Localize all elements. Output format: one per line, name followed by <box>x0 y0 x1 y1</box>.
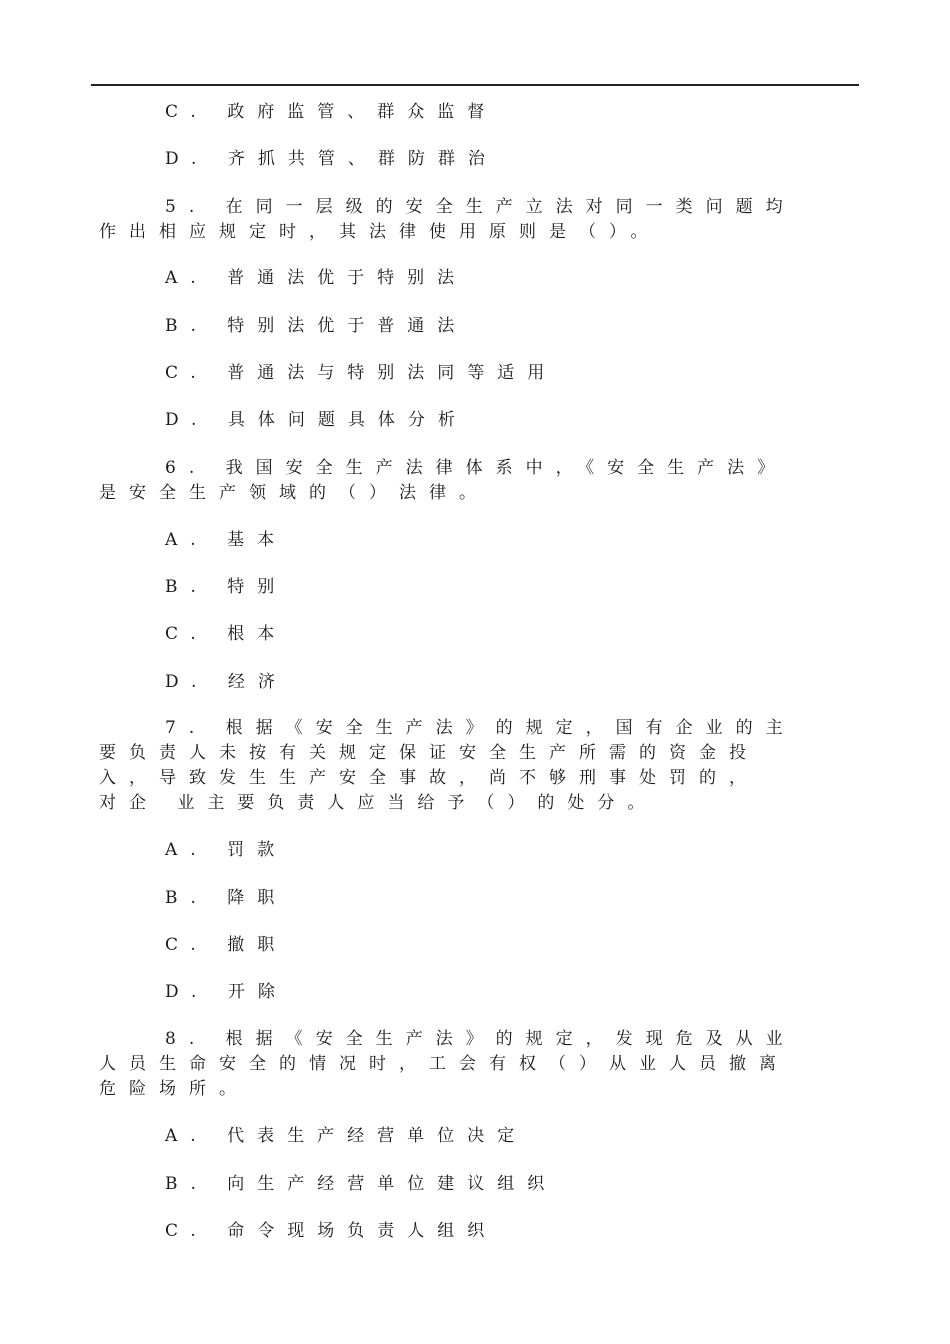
question-7-line-1: 7. 根据《安全生产法》的规定，国有企业的主 <box>165 718 796 738</box>
option-d: D. 齐抓共管、群防群治 <box>165 149 498 169</box>
question-8-line-2: 人员生命安全的情况时，工会有权（）从业人员撤离 <box>99 1054 789 1074</box>
question-5-option-c: C. 普通法与特别法同等适用 <box>165 363 558 383</box>
question-7-option-a: A. 罚款 <box>165 840 288 860</box>
question-6-line-1: 6. 我国安全生产法律体系中，《安全生产法》 <box>165 458 788 478</box>
question-7-option-c: C. 撤职 <box>165 935 288 955</box>
question-8-option-b: B. 向生产经营单位建议组织 <box>165 1174 558 1194</box>
question-6-option-b: B. 特别 <box>165 577 288 597</box>
question-8-line-3: 危险场所。 <box>99 1079 249 1099</box>
question-6-option-a: A. 基本 <box>165 530 288 550</box>
question-6-line-2: 是安全生产领域的（）法律。 <box>99 483 489 503</box>
question-5-option-b: B. 特别法优于普通法 <box>165 316 468 336</box>
question-8-option-c: C. 命令现场负责人组织 <box>165 1221 498 1241</box>
question-5-option-a: A. 普通法优于特别法 <box>165 268 468 288</box>
question-7-line-3: 入，导致发生生产安全事故，尚不够刑事处罚的， <box>99 768 759 788</box>
question-5-option-d: D. 具体问题具体分析 <box>165 410 468 430</box>
option-c: C. 政府监管、群众监督 <box>165 102 498 122</box>
header-rule <box>91 84 859 86</box>
question-7-option-b: B. 降职 <box>165 888 288 908</box>
question-8-option-a: A. 代表生产经营单位决定 <box>165 1126 528 1146</box>
question-7-option-d: D. 开除 <box>165 982 288 1002</box>
question-8-line-1: 8. 根据《安全生产法》的规定，发现危及从业 <box>165 1029 796 1049</box>
question-7-line-2: 要负责人未按有关规定保证安全生产所需的资金投 <box>99 743 759 763</box>
question-7-line-4: 对企 业主要负责人应当给予（）的处分。 <box>99 793 658 813</box>
question-6-option-c: C. 根本 <box>165 624 288 644</box>
question-5-line-1: 5. 在同一层级的安全生产立法对同一类问题均 <box>165 197 796 217</box>
question-6-option-d: D. 经济 <box>165 672 288 692</box>
question-5-line-2: 作出相应规定时，其法律使用原则是（）。 <box>99 222 661 242</box>
